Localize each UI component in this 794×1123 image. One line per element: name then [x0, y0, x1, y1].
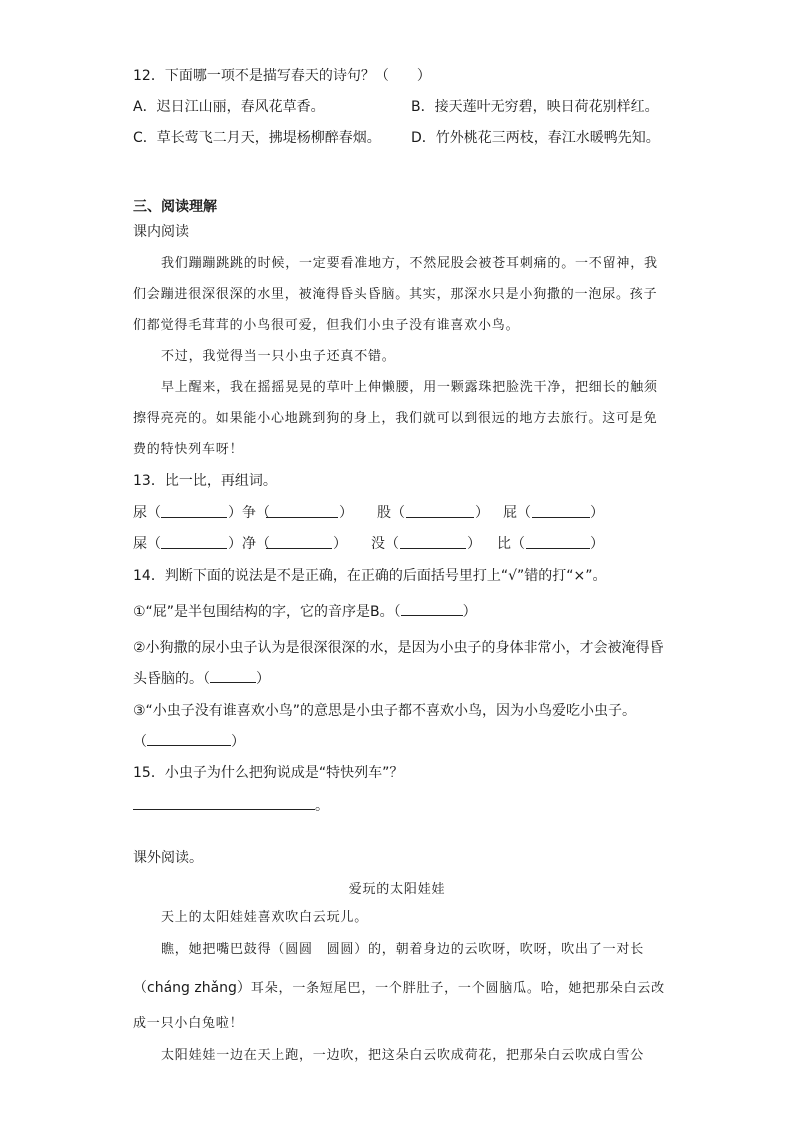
q13-char-label: 屎（: [133, 536, 161, 552]
in-class-reading-label: 课内阅读: [133, 224, 189, 240]
q12-option-d: D．竹外桃花三两枝，春江水暖鸭先知。: [411, 130, 660, 146]
open-paren: （: [133, 734, 147, 750]
answer-blank[interactable]: [532, 503, 590, 518]
q13-char-label: 尿（: [133, 505, 161, 521]
story-text: 耳朵，一条短尾巴，一个胖肚子，一个圆脑瓜。哈，她把那朵白云改: [250, 981, 665, 996]
q14-statement-3b: [133, 731, 245, 752]
extra-reading-label: 课外阅读。: [133, 850, 203, 866]
q13-char-label: ）争（: [228, 505, 270, 521]
q14-stem: 14．判断下面的说法是不是正确，在正确的后面括号里打上“√”错的打“×”。: [133, 568, 607, 584]
answer-blank[interactable]: [406, 503, 474, 518]
story-title: 爱玩的太阳娃娃: [348, 882, 446, 897]
pinyin-choice: （cháng zhǎng）: [133, 980, 251, 996]
q12-option-c: C．草长莺飞二月天，拂堤杨柳醉春烟。: [133, 130, 381, 146]
close-paren: ）: [462, 604, 477, 620]
q14-statement-2a: ②小狗撒的尿小虫子认为是很深很深的水，是因为小虫子的身体非常小，才会被淹得昏: [133, 640, 664, 656]
statement-text: ①“屁”是半包围结构的字，它的音序是B。（: [133, 604, 401, 620]
answer-blank[interactable]: [147, 731, 231, 746]
end-mark: 。: [315, 798, 329, 814]
q13-paren: ）: [467, 536, 481, 552]
story-paragraph: 成一只小白兔啦！: [133, 1016, 244, 1031]
passage-line: 们会蹦进很深很深的水里，被淹得昏头昏脑。其实，那深水只是小狗撒的一泡尿。孩子: [133, 287, 658, 302]
q13-paren: ）: [590, 505, 604, 521]
answer-blank[interactable]: [133, 795, 315, 810]
q12-stem: 12．下面哪一项不是描写春天的诗句？（ ）: [133, 68, 431, 84]
q13-char-label: 股（: [377, 505, 405, 521]
q13-char-label: 屁（: [503, 505, 531, 521]
story-paragraph: 天上的太阳娃娃喜欢吹白云玩儿。: [161, 910, 369, 925]
q13-paren: ）: [590, 536, 604, 552]
story-paragraph: [133, 978, 665, 999]
section-title: 三、阅读理解: [133, 199, 217, 215]
q15-stem: 15．小虫子为什么把狗说成是“特快列车”？: [133, 765, 404, 781]
answer-blank[interactable]: [526, 534, 590, 549]
q12-option-b: B．接天莲叶无穷碧，映日荷花别样红。: [411, 99, 659, 115]
q14-statement-2b: [133, 668, 270, 689]
answer-blank[interactable]: [266, 503, 338, 518]
q12-option-a: A．迟日江山丽，春风花草香。: [133, 99, 325, 115]
story-paragraph: 瞧，她把嘴巴鼓得（圆圆 圆圆）的，朝着身边的云吹呀，吹呀，吹出了一对长: [161, 942, 645, 957]
q14-statement-1: [133, 601, 477, 622]
answer-blank[interactable]: [161, 503, 227, 518]
q13-paren: ）: [475, 505, 489, 521]
passage-line: 早上醒来，我在摇摇晃晃的草叶上伸懒腰，用一颗露珠把脸洗干净，把细长的触须: [161, 380, 658, 395]
close-paren: ）: [256, 671, 270, 687]
passage-line: 们都觉得毛茸茸的小鸟很可爱，但我们小虫子没有谁喜欢小鸟。: [133, 318, 520, 333]
answer-blank[interactable]: [266, 534, 332, 549]
story-paragraph: 太阳娃娃一边在天上跑，一边吹，把这朵白云吹成荷花，把那朵白云吹成白雪公: [161, 1048, 645, 1063]
q13-stem: 13．比一比，再组词。: [133, 473, 277, 489]
answer-blank[interactable]: [400, 534, 466, 549]
passage-line: 不过，我觉得当一只小虫子还真不错。: [161, 349, 396, 364]
answer-blank[interactable]: [210, 668, 256, 683]
close-paren: ）: [231, 734, 245, 750]
answer-blank[interactable]: [161, 534, 227, 549]
q15-answer-line: [133, 795, 329, 816]
q13-char-label: 没（: [371, 536, 399, 552]
passage-line: 费的特快列车呀！: [133, 442, 244, 457]
q13-char-label: 比（: [497, 536, 525, 552]
answer-blank[interactable]: [401, 601, 463, 616]
q13-paren: ）: [333, 536, 347, 552]
passage-line: 擦得亮亮的。如果能小心地跳到狗的身上，我们就可以到很远的地方去旅行。这可是免: [133, 411, 658, 426]
passage-line: 我们蹦蹦跳跳的时候，一定要看准地方，不然屁股会被苍耳刺痛的。一不留神，我: [161, 256, 658, 271]
statement-text: 头昏脑的。（: [133, 671, 210, 687]
q13-char-label: ）净（: [228, 536, 270, 552]
q13-paren: ）: [339, 505, 353, 521]
q14-statement-3a: ③“小虫子没有谁喜欢小鸟”的意思是小虫子都不喜欢小鸟，因为小鸟爱吃小虫子。: [133, 703, 637, 719]
